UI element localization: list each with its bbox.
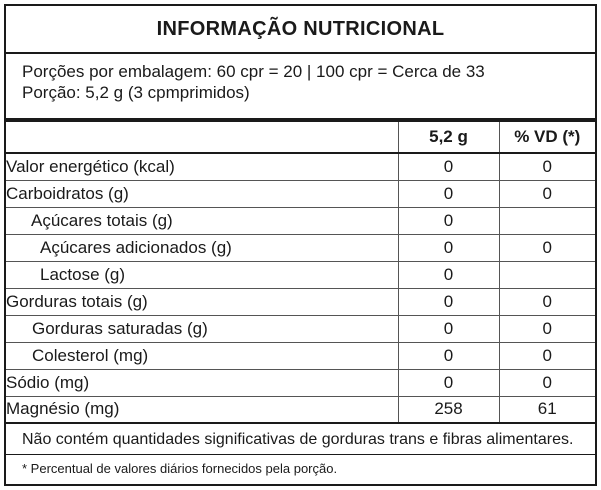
nutrient-dv	[499, 261, 595, 288]
table-row	[6, 207, 595, 234]
nutrient-name: Magnésio (mg)	[6, 396, 398, 423]
nutrient-name: Carboidratos (g)	[6, 180, 398, 207]
header-nutrient	[6, 122, 398, 153]
table-row	[6, 288, 595, 315]
nutrient-dv: 0	[499, 153, 595, 180]
nutrient-dv: 61	[499, 396, 595, 423]
nutrient-table	[6, 122, 595, 424]
table-row	[6, 234, 595, 261]
nutrient-name: Colesterol (mg)	[6, 342, 398, 369]
nutrient-name: Sódio (mg)	[6, 369, 398, 396]
nutrient-name: Valor energético (kcal)	[6, 153, 398, 180]
nutrient-amount: 0	[398, 315, 499, 342]
header-daily-value: % VD (*)	[499, 122, 595, 153]
nutrient-dv: 0	[499, 180, 595, 207]
serving-info	[6, 54, 595, 122]
table-row	[6, 315, 595, 342]
nutrient-amount: 0	[398, 180, 499, 207]
table-row	[6, 180, 595, 207]
nutrient-name: Gorduras totais (g)	[6, 288, 398, 315]
not-significant-note: Não contém quantidades significativas de gorduras trans e fibras alimentares.	[6, 425, 595, 455]
table-row	[6, 369, 595, 396]
nutrient-dv	[499, 207, 595, 234]
nutrient-name: Gorduras saturadas (g)	[6, 315, 398, 342]
nutrient-amount: 0	[398, 234, 499, 261]
nutrition-facts-label	[4, 4, 597, 486]
table-row	[6, 261, 595, 288]
table-row	[6, 342, 595, 369]
table-row	[6, 153, 595, 180]
nutrient-amount: 0	[398, 369, 499, 396]
nutrient-amount: 0	[398, 207, 499, 234]
header-amount: 5,2 g	[398, 122, 499, 153]
nutrient-amount: 0	[398, 261, 499, 288]
servings-per-package: Porções por embalagem: 60 cpr = 20 | 100 cpr = Cerca de 33	[22, 62, 485, 81]
nutrient-name: Açúcares adicionados (g)	[6, 234, 398, 261]
nutrient-amount: 0	[398, 288, 499, 315]
nutrient-dv: 0	[499, 369, 595, 396]
nutrient-name: Açúcares totais (g)	[6, 207, 398, 234]
nutrient-dv: 0	[499, 315, 595, 342]
nutrient-amount: 0	[398, 153, 499, 180]
portion-size: Porção: 5,2 g (3 cpmprimidos)	[22, 83, 250, 102]
table-row	[6, 396, 595, 423]
nutrient-amount: 0	[398, 342, 499, 369]
nutrient-dv: 0	[499, 288, 595, 315]
table-header-row	[6, 122, 595, 153]
label-title: INFORMAÇÃO NUTRICIONAL	[6, 6, 595, 54]
nutrient-amount: 258	[398, 396, 499, 423]
nutrient-name: Lactose (g)	[6, 261, 398, 288]
nutrient-dv: 0	[499, 342, 595, 369]
nutrient-dv: 0	[499, 234, 595, 261]
daily-value-footnote: * Percentual de valores diários fornecidos pela porção.	[22, 461, 338, 476]
